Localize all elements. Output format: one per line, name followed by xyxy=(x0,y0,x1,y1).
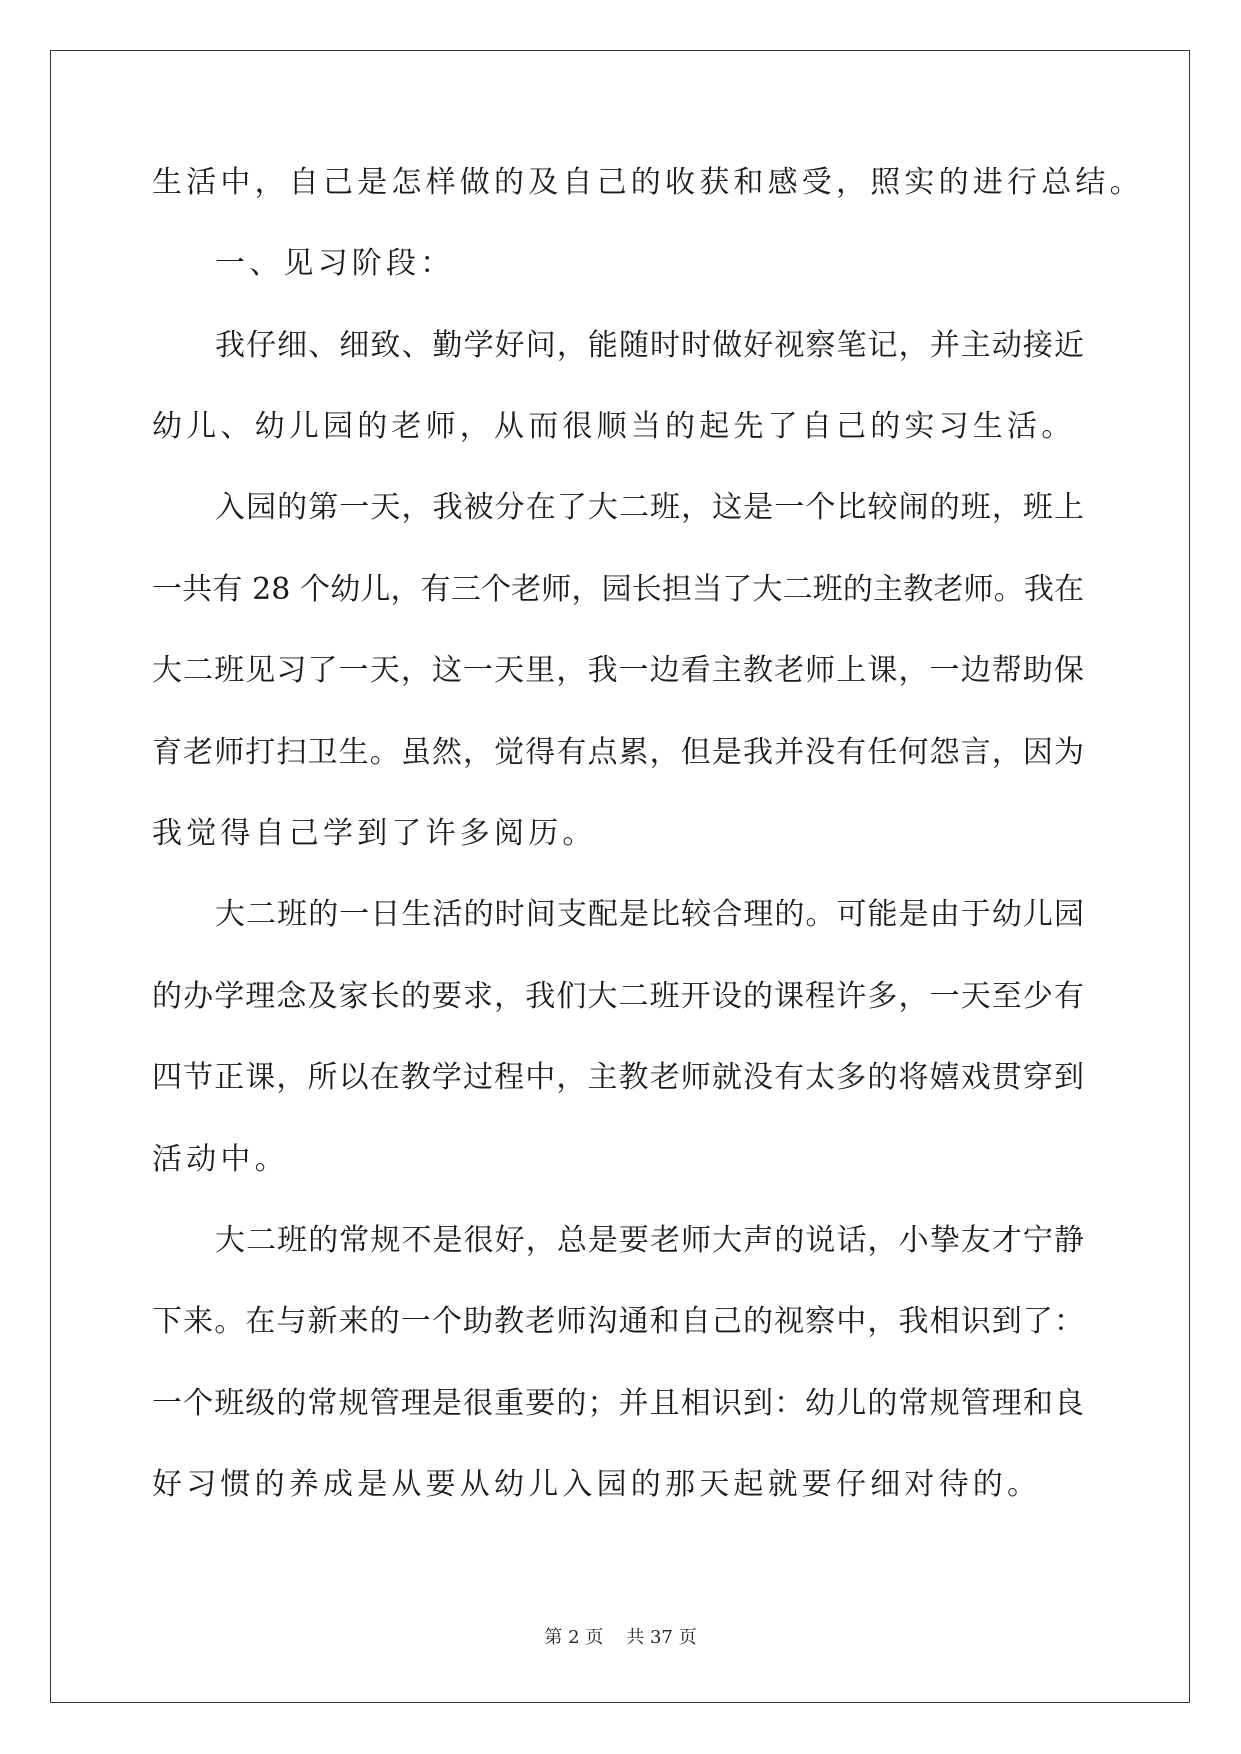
page-border xyxy=(50,50,1190,1703)
page-total: 共 37 页 xyxy=(626,1627,697,1648)
text-line: 入园的第一天，我被分在了大二班，这是一个比较闹的班，班上 xyxy=(215,490,1084,525)
text-line: 生活中，自己是怎样做的及自己的收获和感受，照实的进行总结。 xyxy=(152,165,1144,200)
text-line: 大二班的一日生活的时间支配是比较合理的。可能是由于幼儿园 xyxy=(215,897,1084,932)
text-line: 的办学理念及家长的要求，我们大二班开设的课程许多，一天至少有 xyxy=(152,979,1084,1014)
text-line: 一共有 28 个幼儿，有三个老师，园长担当了大二班的主教老师。我在 xyxy=(152,572,1084,607)
text-line: 下来。在与新来的一个助教老师沟通和自己的视察中，我相识到了： xyxy=(152,1304,1084,1339)
page-footer xyxy=(0,1626,1241,1650)
text-line: 活动中。 xyxy=(152,1142,289,1177)
text-line: 四节正课，所以在教学过程中，主教老师就没有太多的将嬉戏贯穿到 xyxy=(152,1060,1084,1095)
text-line: 大二班的常规不是很好，总是要老师大声的说话，小挚友才宁静 xyxy=(215,1223,1084,1258)
section-heading: 一、见习阶段： xyxy=(215,246,455,281)
text-line: 好习惯的养成是从要从幼儿入园的那天起就要仔细对待的。 xyxy=(152,1467,1042,1502)
text-line: 我觉得自己学到了许多阅历。 xyxy=(152,816,597,851)
text-line: 一个班级的常规管理是很重要的；并且相识到：幼儿的常规管理和良 xyxy=(152,1386,1084,1421)
text-line: 幼儿、幼儿园的老师，从而很顺当的起先了自己的实习生活。 xyxy=(152,409,1076,444)
page-number: 第 2 页 xyxy=(544,1627,604,1648)
text-line: 大二班见习了一天，这一天里，我一边看主教老师上课，一边帮助保 xyxy=(152,653,1084,688)
text-line: 我仔细、细致、勤学好问，能随时时做好视察笔记，并主动接近 xyxy=(215,328,1084,363)
text-line: 育老师打扫卫生。虽然，觉得有点累，但是我并没有任何怨言，因为 xyxy=(152,735,1084,770)
